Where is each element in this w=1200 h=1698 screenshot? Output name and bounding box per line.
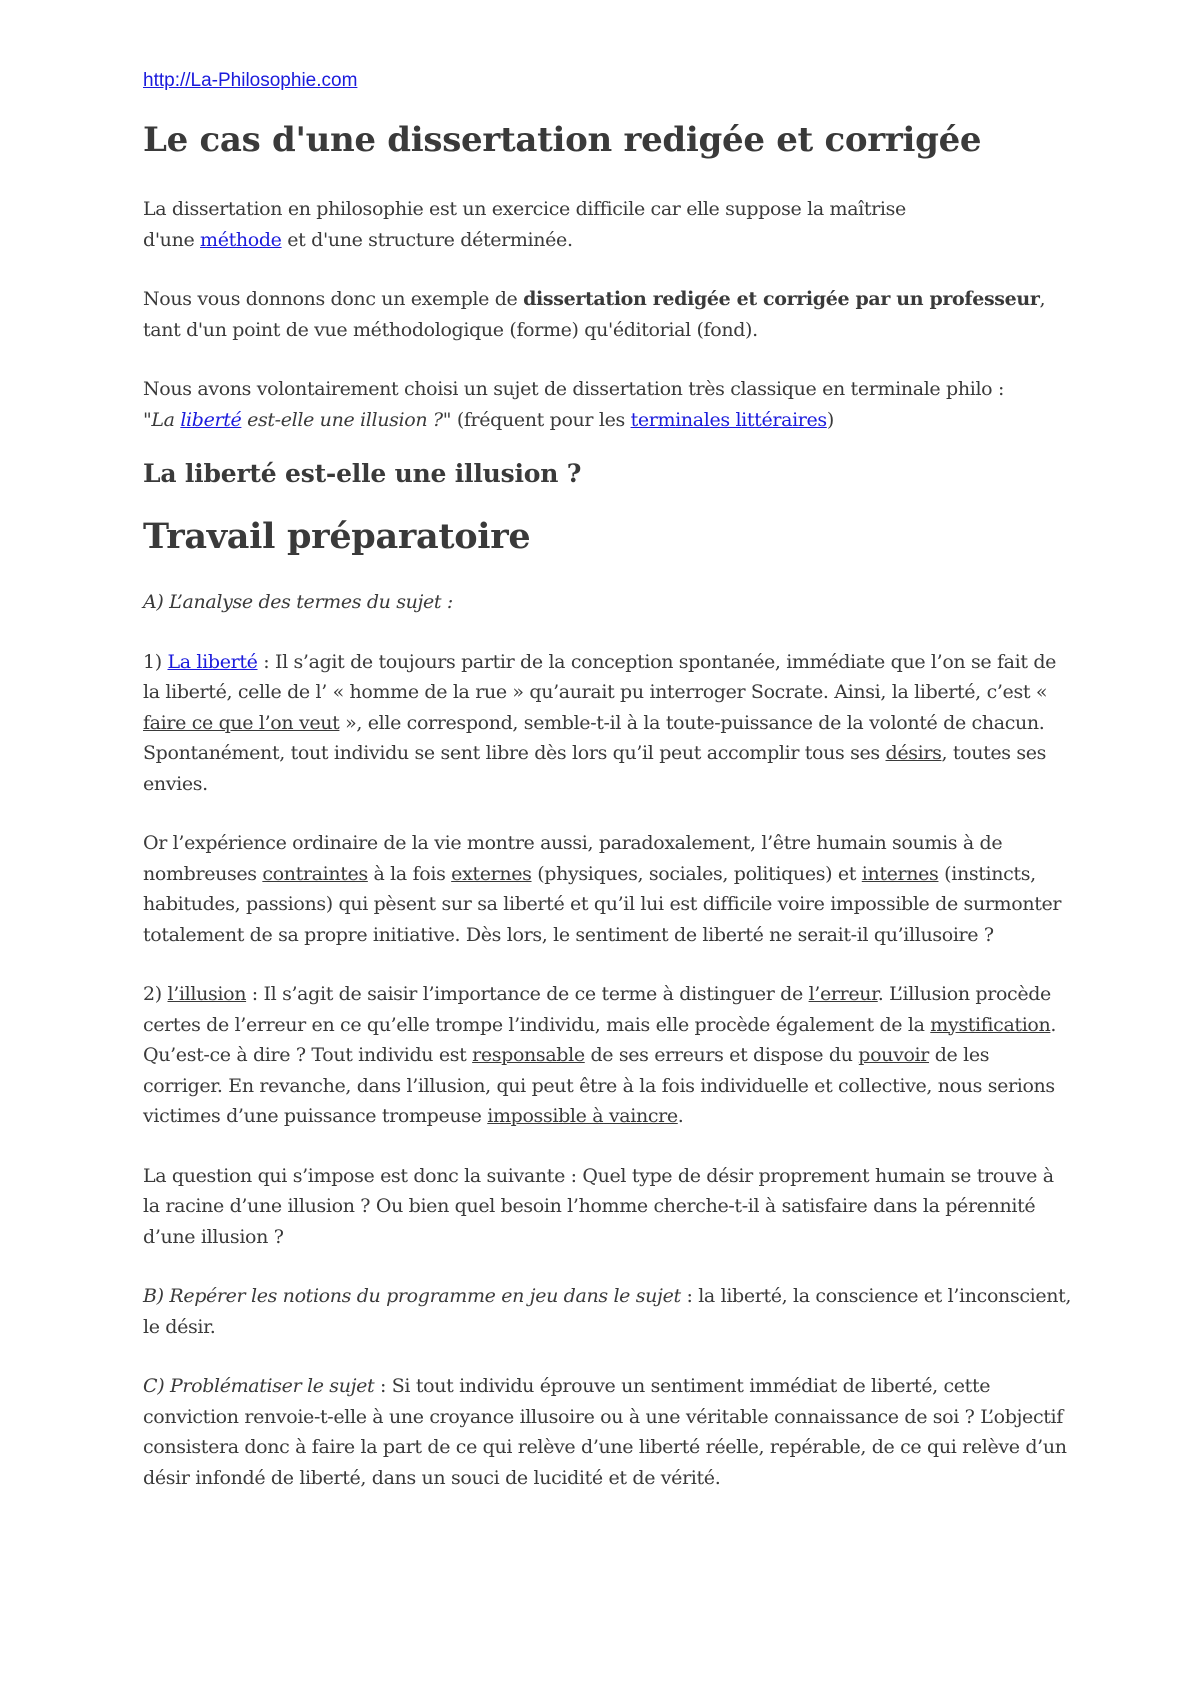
term-1-text-b: », elle correspond, semble-t-il à la toute-puissance de la volonté de chacun. Spontanément, tout individu se sent libre dès lors qu’il peut accomplir tous ses — [143, 711, 1045, 764]
terminales-litteraires-link[interactable]: terminales littéraires — [630, 408, 827, 431]
analysis-title — [143, 587, 1073, 618]
site-link[interactable]: http://La-Philosophie.com — [143, 70, 358, 91]
intro-p3-quote-em2: est-elle une illusion ? — [241, 408, 443, 431]
page-title: Le cas d'une dissertation redigée et corrigée — [143, 120, 982, 160]
methode-link[interactable]: méthode — [200, 228, 282, 251]
term-2-underline-1: l’erreur — [808, 983, 878, 1005]
notions-text: : la liberté, la conscience et l’inconscient, le désir. — [143, 1285, 1072, 1338]
term-liberte-link[interactable]: La liberté — [167, 650, 258, 673]
term-1-underline-2: désirs — [885, 742, 942, 764]
term-2-text-d: de ses erreurs et dispose du — [584, 1044, 859, 1066]
problematic-paragraph — [143, 1371, 1073, 1493]
liberte-link-text: liberté — [180, 408, 242, 431]
section-heading: Travail préparatoire — [143, 516, 531, 557]
term-2-num: 2) — [143, 983, 168, 1005]
intro-p2-text-c: , tant d'un point de vue méthodologique (forme) qu'éditorial (fond). — [143, 288, 1046, 341]
intro-p3-end: ) — [826, 408, 834, 431]
term-2-text-f: . — [677, 1105, 684, 1127]
intro-p3-quote-em1: La — [151, 408, 181, 431]
term-1p2-underline-2: externes — [451, 862, 532, 885]
liberte-link[interactable] — [180, 409, 241, 431]
term-2-underline-5: impossible à vaincre — [487, 1105, 678, 1127]
intro-paragraph-2 — [143, 284, 1073, 345]
term-2-underline-2: mystification — [930, 1013, 1051, 1036]
term-1-num: 1) — [143, 650, 168, 673]
term-1-text-c: , toutes ses envies. — [143, 742, 1047, 795]
intro-p1-text-a: La dissertation en philosophie est un exercice difficile car elle suppose la maîtrise — [143, 198, 906, 220]
term-1p2-text-a: Or l’expérience ordinaire de la vie montre aussi, paradoxalement, l’être humain soumis à de nombreuses — [143, 832, 1003, 885]
term-1-paragraph-2 — [143, 828, 1073, 950]
term-2-text-c: . Qu’est-ce à dire ? Tout individu est — [143, 1013, 1057, 1066]
term-2-underline-4: pouvoir — [858, 1044, 930, 1066]
question-paragraph: La question qui s’impose est donc la suivante : Quel type de désir proprement humain se trouve à la racine d’une illusion ? Ou bien quel besoin l’homme cherche-t-il à satisfaire dans la pérennité d’une illusion ? — [143, 1164, 1054, 1248]
term-2-text-a: : Il s’agit de saisir l’importance de ce terme à distinguer de — [246, 983, 809, 1005]
intro-paragraph-3 — [143, 374, 1073, 435]
intro-p2-text-a: Nous vous donnons donc un exemple de — [143, 288, 524, 310]
term-1-underline-1: faire ce que l’on veut — [143, 711, 340, 734]
term-1p2-underline-3: internes — [861, 862, 939, 885]
term-2-text-b: . L’illusion procède certes de l’erreur en ce qu’elle trompe l’individu, mais elle procède également de la — [143, 983, 1051, 1036]
subject-heading: La liberté est-elle une illusion ? — [143, 459, 582, 488]
notions-paragraph — [143, 1281, 1073, 1342]
term-1-text-a: : Il s’agit de toujours partir de la conception spontanée, immédiate que l’on se fait de la liberté, celle de l’ « homme de la rue » qu’aurait pu interroger Socrate. Ainsi, la liberté, c’est « — [143, 650, 1057, 703]
intro-paragraph-1 — [143, 194, 1073, 255]
problematic-text: : Si tout individu éprouve un sentiment immédiat de liberté, cette conviction renvoie-t-elle à une croyance illusoire ou à une véritable connaissance de soi ? L’objectif consistera donc à faire la part de ce qui relève d’une liberté réelle, repérable, de ce qui relève d’un désir infondé de liberté, dans un souci de lucidité et de vérité. — [143, 1375, 1067, 1489]
intro-p1-text-b: d'une — [143, 228, 201, 251]
term-1p2-text-d: (instincts, habitudes, passions) qui pèsent sur sa liberté et qu’il lui est difficile voire impossible de surmonter totalement de sa propre initiative. Dès lors, le sentiment de liberté ne serait-il qu’illusoire ? — [143, 862, 1062, 946]
term-1p2-text-c: (physiques, sociales, politiques) et — [531, 862, 862, 885]
term-2-text-e: de les corriger. En revanche, dans l’illusion, qui peut être à la fois individuelle et collective, nous serions victimes d’une puissance trompeuse — [143, 1044, 1055, 1127]
document-content — [143, 70, 1073, 1493]
term-1p2-text-b: à la fois — [367, 862, 452, 885]
term-2-underline-3: responsable — [472, 1044, 585, 1066]
term-2-paragraph — [143, 979, 1073, 1132]
term-2-underline-0: l’illusion — [167, 983, 247, 1005]
term-1-paragraph — [143, 647, 1073, 800]
intro-p3-text-a: Nous avons volontairement choisi un sujet de dissertation très classique en terminale philo : — [143, 378, 1004, 400]
intro-p2-bold: dissertation redigée et corrigée par un professeur — [523, 288, 1040, 310]
analysis-title-text: A) L’analyse des termes du sujet : — [143, 591, 453, 613]
problematic-em: C) Problématiser le sujet — [143, 1375, 375, 1397]
intro-p3-quote-open: " — [143, 408, 152, 431]
intro-p1-text-c: et d'une structure déterminée. — [281, 228, 573, 251]
intro-p3-quote-close: " (fréquent pour les — [442, 408, 631, 431]
notions-em: B) Repérer les notions du programme en jeu dans le sujet — [143, 1285, 681, 1307]
term-1p2-underline-1: contraintes — [262, 862, 368, 885]
